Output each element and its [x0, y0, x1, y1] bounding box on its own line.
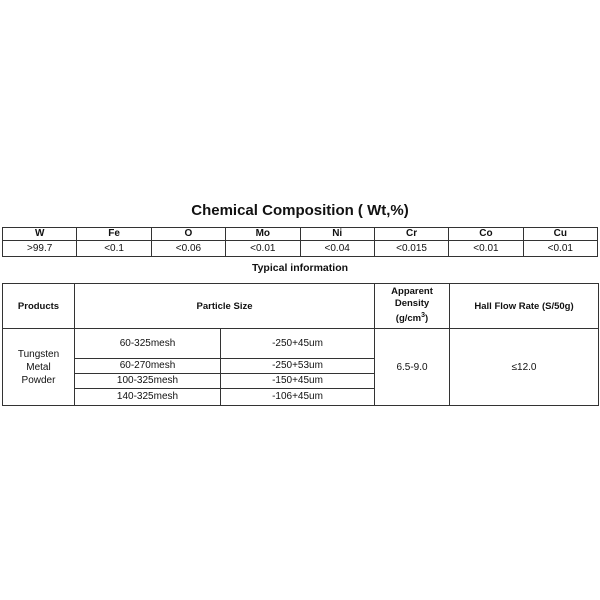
particle-size-header: Particle Size: [75, 284, 375, 329]
um-cell: -106+45um: [221, 389, 375, 406]
products-header: Products: [3, 284, 75, 329]
header-mo: Mo: [226, 228, 300, 241]
header-co: Co: [449, 228, 523, 241]
value-w: >99.7: [3, 241, 77, 257]
header-cu: Cu: [523, 228, 597, 241]
apparent-density-header: [375, 284, 450, 329]
density-header-unit: (g/cm: [395, 313, 422, 325]
value-mo: <0.01: [226, 241, 300, 257]
product-line-3: Powder: [21, 374, 56, 386]
density-header-line2: Density: [394, 298, 430, 310]
value-o: <0.06: [151, 241, 225, 257]
typical-information-title: Typical information: [251, 262, 349, 274]
header-ni: Ni: [300, 228, 374, 241]
value-co: <0.01: [449, 241, 523, 257]
density-value: 6.5-9.0: [375, 329, 450, 406]
mesh-cell: 140-325mesh: [75, 389, 221, 406]
um-cell: -250+53um: [221, 359, 375, 374]
hall-flow-value: ≤12.0: [450, 329, 599, 406]
typical-information-table: [2, 283, 599, 406]
value-ni: <0.04: [300, 241, 374, 257]
chemical-composition-title: Chemical Composition ( Wt,%): [191, 202, 409, 219]
mesh-cell: 60-270mesh: [75, 359, 221, 374]
chemical-value-row: [3, 241, 598, 257]
typical-header-row: [3, 284, 599, 329]
density-header-line1: Apparent: [391, 286, 433, 298]
value-cr: <0.015: [374, 241, 448, 257]
header-fe: Fe: [77, 228, 151, 241]
value-cu: <0.01: [523, 241, 597, 257]
chemical-composition-table: [2, 227, 598, 257]
um-cell: -250+45um: [221, 329, 375, 359]
hall-flow-header: Hall Flow Rate (S/50g): [450, 284, 599, 329]
um-cell: -150+45um: [221, 374, 375, 389]
product-line-1: Tungsten: [17, 348, 60, 360]
chemical-header-row: [3, 228, 598, 241]
product-cell: [3, 329, 75, 406]
value-fe: <0.1: [77, 241, 151, 257]
table-row: [3, 329, 599, 359]
header-o: O: [151, 228, 225, 241]
header-w: W: [3, 228, 77, 241]
density-header-sup: 3: [421, 312, 426, 320]
mesh-cell: 60-325mesh: [75, 329, 221, 359]
mesh-cell: 100-325mesh: [75, 374, 221, 389]
density-header-close: ): [425, 313, 429, 325]
header-cr: Cr: [374, 228, 448, 241]
product-line-2: Metal: [26, 361, 51, 373]
